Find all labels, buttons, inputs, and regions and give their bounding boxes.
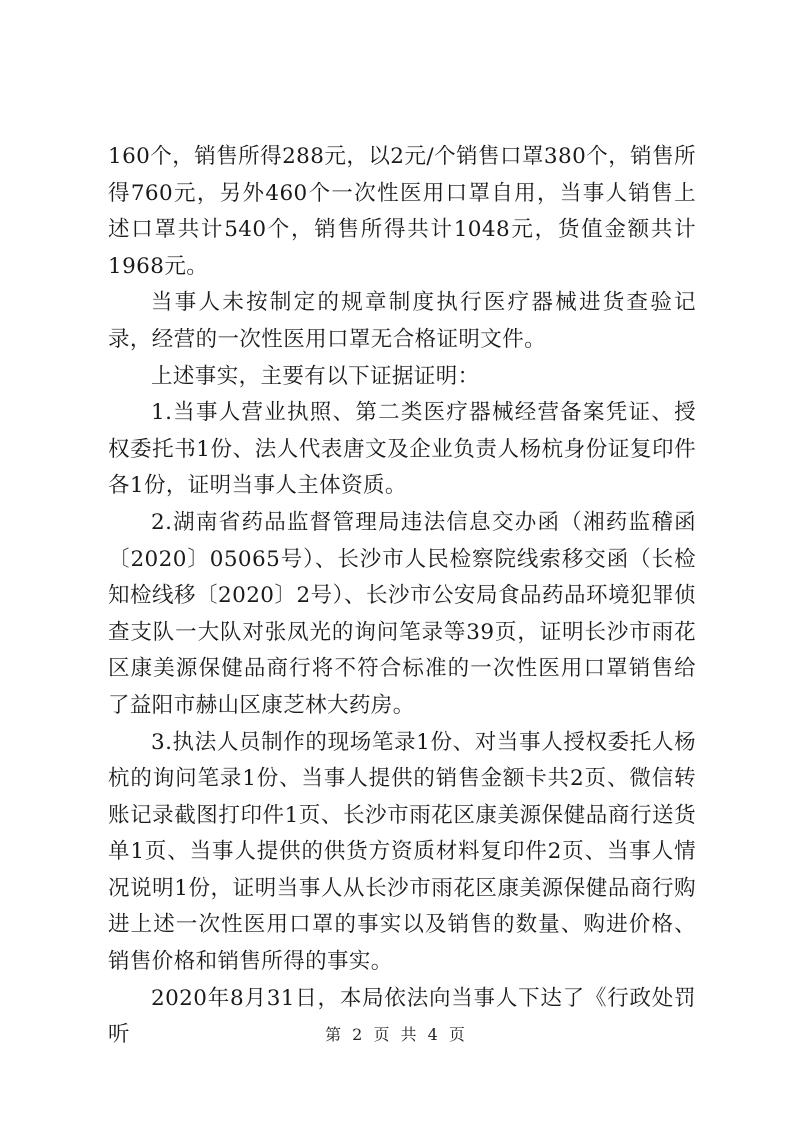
document-body xyxy=(108,139,696,1054)
paragraph-evidence-3: 3.执法人员制作的现场笔录1份、对当事人授权委托人杨杭的询问笔录1份、当事人提供的销售金额卡共2页、微信转账记录截图打印件1页、长沙市雨花区康美源保健品商行送货单1页、当事人提供的供货方资质材料复印件2页、当事人情况说明1份，证明当事人从长沙市雨花区康美源保健品商行购进上述一次性医用口罩的事实以及销售的数量、购进价格、销售价格和销售所得的事实。 xyxy=(108,729,696,975)
page-number-footer xyxy=(0,1022,793,1045)
paragraph-notice: 2020年8月31日，本局依法向当事人下达了《行政处罚听 xyxy=(108,985,696,1048)
page-number-label: 第 2 页 共 4 页 xyxy=(325,1025,468,1044)
paragraph-evidence-1: 1.当事人营业执照、第二类医疗器械经营备案凭证、授权委托书1份、法人代表唐文及企业负责人杨杭身份证复印件各1份，证明当事人主体资质。 xyxy=(108,400,696,499)
paragraph-evidence-2: 2.湖南省药品监督管理局违法信息交办函（湘药监稽函〔2020〕05065号）、长沙市人民检察院线索移交函（长检知检线移〔2020〕2号）、长沙市公安局食品药品环境犯罪侦查支队一大队对张凤光的询问笔录等39页，证明长沙市雨花区康美源保健品商行将不符合标准的一次性医用口罩销售给了益阳市赫山区康芝林大药房。 xyxy=(108,509,696,718)
paragraph-sales-figures: 160个，销售所得288元，以2元/个销售口罩380个，销售所得760元，另外460个一次性医用口罩自用，当事人销售上述口罩共计540个，销售所得共计1048元，货值金额共计1968元。 xyxy=(108,144,696,279)
paragraph-evidence-intro: 上述事实，主要有以下证据证明： xyxy=(151,363,480,389)
paragraph-violation: 当事人未按制定的规章制度执行医疗器械进货查验记录，经营的一次性医用口罩无合格证明文件。 xyxy=(108,290,696,352)
